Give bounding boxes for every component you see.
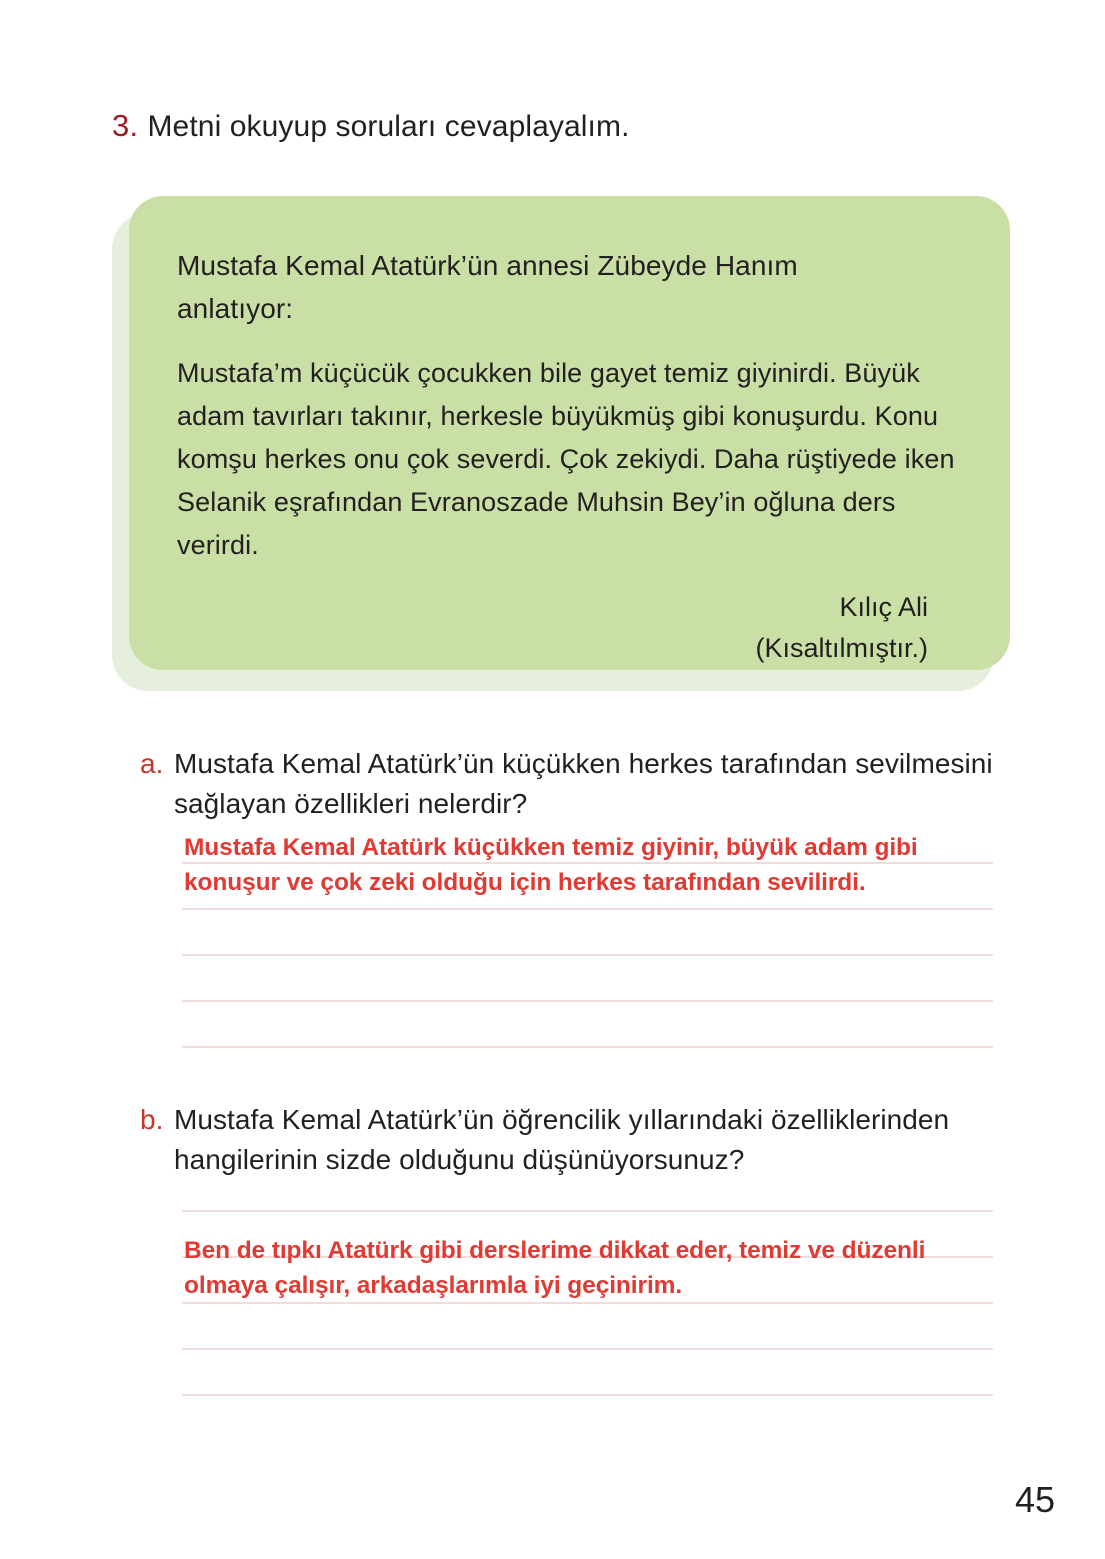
- question-b-letter: b.: [140, 1104, 164, 1135]
- question-a-letter: a.: [140, 748, 164, 779]
- panel-body: [129, 196, 1010, 670]
- passage-text: Mustafa’m küçücük çocukken bile gayet temiz giyinirdi. Büyük adam tavırları takınır, herkesle büyükmüş gibi konuşurdu. Konu komşu herkes onu çok severdi. Çok zekiydi. Daha rüştiyede iken Selanik eşrafından Evranoszade Muhsin Bey’in oğluna ders verirdi.: [177, 358, 955, 560]
- attribution-author: Kılıç Ali: [839, 592, 928, 622]
- rule-line: [182, 1210, 993, 1212]
- question-b-text: Mustafa Kemal Atatürk’ün öğrencilik yıllarındaki özelliklerinden hangilerinin sizde olduğunu düşünüyorsunuz?: [174, 1104, 950, 1175]
- passage-title: Mustafa Kemal Atatürk’ün annesi Zübeyde Hanım anlatıyor:: [177, 250, 798, 324]
- answer-text-b: Ben de tıpkı Atatürk gibi derslerime dikkat eder, temiz ve düzenli olmaya çalışır, arkadaşlarımla iyi geçinirim.: [184, 1237, 926, 1299]
- rule-line: [182, 1046, 993, 1048]
- question-a: [140, 744, 1040, 824]
- answer-area-b[interactable]: [182, 1210, 993, 1430]
- rule-line: [182, 1000, 993, 1002]
- rule-line: [182, 1348, 993, 1350]
- exercise-instruction: Metni okuyup soruları cevaplayalım.: [147, 110, 630, 143]
- reading-passage-panel: [112, 196, 1010, 691]
- page-title: [112, 108, 1012, 144]
- page-number: 45: [1014, 1479, 1055, 1520]
- rule-line: [182, 908, 993, 910]
- exercise-number: 3.: [112, 108, 139, 143]
- rule-line: [182, 954, 993, 956]
- question-a-text: Mustafa Kemal Atatürk’ün küçükken herkes tarafından sevilmesini sağlayan özellikleri nelerdir?: [174, 748, 993, 819]
- passage-attribution: [177, 587, 956, 669]
- answer-area-a[interactable]: [182, 834, 993, 1060]
- rule-line: [182, 1394, 993, 1396]
- question-b: [140, 1100, 1040, 1180]
- question-b-header: [140, 1100, 1040, 1180]
- answer-text-a: Mustafa Kemal Atatürk küçükken temiz giyinir, büyük adam gibi konuşur ve çok zeki olduğu için herkes tarafından sevilirdi.: [184, 834, 918, 896]
- question-a-header: [140, 744, 1040, 824]
- attribution-note: (Kısaltılmıştır.): [755, 633, 928, 663]
